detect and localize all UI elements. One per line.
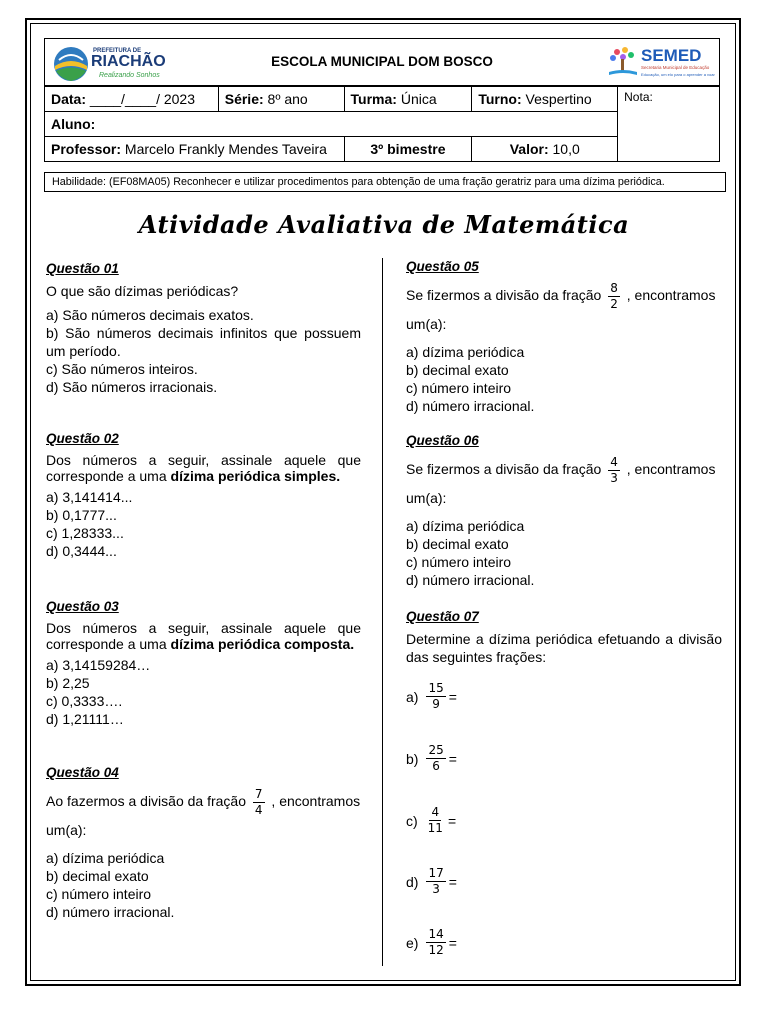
fraction: $\frac{14}{12}$ (428, 927, 444, 957)
option[interactable]: b) São números decimais infinitos que possuem um período. (46, 325, 361, 359)
fraction: $\frac{17}{3}$ (428, 866, 444, 896)
question-heading: Questão 03 (46, 599, 119, 614)
question-text: Dos números a seguir, assinale aquele que corresponde a uma dízima periódica simples. (46, 452, 361, 484)
nota-cell[interactable]: Nota: (618, 87, 720, 162)
question-heading: Questão 04 (46, 765, 119, 780)
option[interactable]: d) número irracional. (46, 904, 175, 920)
question-text: Se fizermos a divisão da fração $\frac{8}{2}$ , encontramos (406, 281, 716, 311)
fraction: $\frac{4}{11}$ (427, 805, 443, 835)
fraction-item[interactable]: e) $\frac{14}{12}$ = (406, 927, 457, 957)
bimestre-cell: 3º bimestre (344, 137, 472, 162)
serie-cell: Série: 8º ano (218, 87, 344, 112)
fraction-item[interactable]: b) $\frac{25}{6}$ = (406, 743, 457, 773)
fraction-item[interactable]: a) $\frac{15}{9}$ = (406, 681, 457, 711)
question-02 (46, 430, 361, 560)
habilidade: Habilidade: (EF08MA05) Reconhecer e utilizar procedimentos para obtenção de uma fração geratriz para uma dízima periódica. (44, 172, 726, 192)
page-title: Atividade Avaliativa de Matemática (138, 210, 630, 239)
fraction: $\frac{8}{2}$ (610, 281, 618, 311)
riachao-logo-slogan: Realizando Sonhos (99, 72, 160, 79)
turno-cell: Turno: Vespertino (472, 87, 618, 112)
fraction-item[interactable]: c) $\frac{4}{11}$ = (406, 805, 457, 835)
question-text: O que são dízimas periódicas? (46, 283, 239, 299)
question-heading: Questão 07 (406, 609, 479, 624)
fraction: $\frac{25}{6}$ (428, 743, 444, 773)
question-heading: Questão 02 (46, 431, 119, 446)
option[interactable]: b) decimal exato (406, 536, 509, 552)
semed-logo-tag: Educação, um elo para o aprender a voar (641, 72, 715, 77)
option[interactable]: c) número inteiro (406, 380, 512, 396)
option[interactable]: d) 1,21111… (46, 711, 124, 727)
aluno-cell[interactable]: Aluno: (45, 112, 618, 137)
option[interactable]: d) São números irracionais. (46, 379, 218, 395)
valor-cell: Valor: 10,0 (472, 137, 618, 162)
question-heading: Questão 05 (406, 259, 479, 274)
fraction: $\frac{4}{3}$ (610, 455, 618, 485)
option[interactable]: d) número irracional. (406, 398, 535, 414)
question-05 (406, 258, 722, 415)
option[interactable]: d) 0,3444... (46, 543, 117, 559)
option[interactable]: a) 3,14159284… (46, 657, 151, 673)
turma-cell: Turma: Única (344, 87, 472, 112)
option[interactable]: d) número irracional. (406, 572, 535, 588)
option[interactable]: c) 0,3333…. (46, 693, 123, 709)
tree-books-icon (603, 44, 643, 82)
option[interactable]: a) dízima periódica (406, 344, 525, 360)
school-name: ESCOLA MUNICIPAL DOM BOSCO (271, 54, 493, 69)
question-01 (46, 260, 361, 396)
question-text-tail: um(a): (46, 822, 87, 838)
riachao-logo-name: RIACHÃO (91, 53, 166, 70)
option[interactable]: a) dízima periódica (406, 518, 525, 534)
option[interactable]: c) número inteiro (406, 554, 512, 570)
option[interactable]: b) 2,25 (46, 675, 90, 691)
question-03 (46, 598, 361, 728)
option[interactable]: a) 3,141414... (46, 489, 133, 505)
option[interactable]: c) 1,28333... (46, 525, 124, 541)
option[interactable]: a) São números decimais exatos. (46, 307, 254, 323)
semed-logo (603, 44, 715, 82)
fraction: $\frac{7}{4}$ (254, 787, 263, 817)
option[interactable]: b) 0,1777... (46, 507, 117, 523)
question-heading: Questão 06 (406, 433, 479, 448)
professor-cell: Professor: Marcelo Frankly Mendes Taveira (45, 137, 345, 162)
option[interactable]: b) decimal exato (406, 362, 509, 378)
question-text-tail: um(a): (406, 316, 447, 332)
question-04 (46, 764, 361, 921)
option[interactable]: b) decimal exato (46, 868, 149, 884)
question-06 (406, 432, 722, 589)
fraction: $\frac{15}{9}$ (428, 681, 444, 711)
question-text: Se fizermos a divisão da fração $\frac{4}{3}$ , encontramos (406, 455, 716, 485)
question-text: Ao fazermos a divisão da fração $\frac{7}{4}$ , encontramos (46, 787, 361, 817)
student-info-table (44, 86, 720, 162)
column-divider (382, 258, 383, 966)
question-heading: Questão 01 (46, 261, 119, 276)
semed-logo-sub: Secretaria Municipal de Educação (641, 65, 710, 70)
question-07 (406, 608, 722, 957)
header (44, 38, 720, 86)
semed-logo-name: SEMED (641, 46, 702, 65)
data-cell[interactable]: Data: ____/____/ 2023 (45, 87, 219, 112)
option[interactable]: c) São números inteiros. (46, 361, 198, 377)
fraction-item[interactable]: d) $\frac{17}{3}$ = (406, 866, 457, 896)
option[interactable]: c) número inteiro (46, 886, 152, 902)
question-text: Dos números a seguir, assinale aquele que corresponde a uma dízima periódica composta. (46, 620, 361, 652)
option[interactable]: a) dízima periódica (46, 850, 165, 866)
question-text: Determine a dízima periódica efetuando a divisão das seguintes frações: (406, 631, 722, 665)
riachao-logo-top: PREFEITURA DE (93, 48, 142, 54)
question-text-tail: um(a): (406, 490, 447, 506)
